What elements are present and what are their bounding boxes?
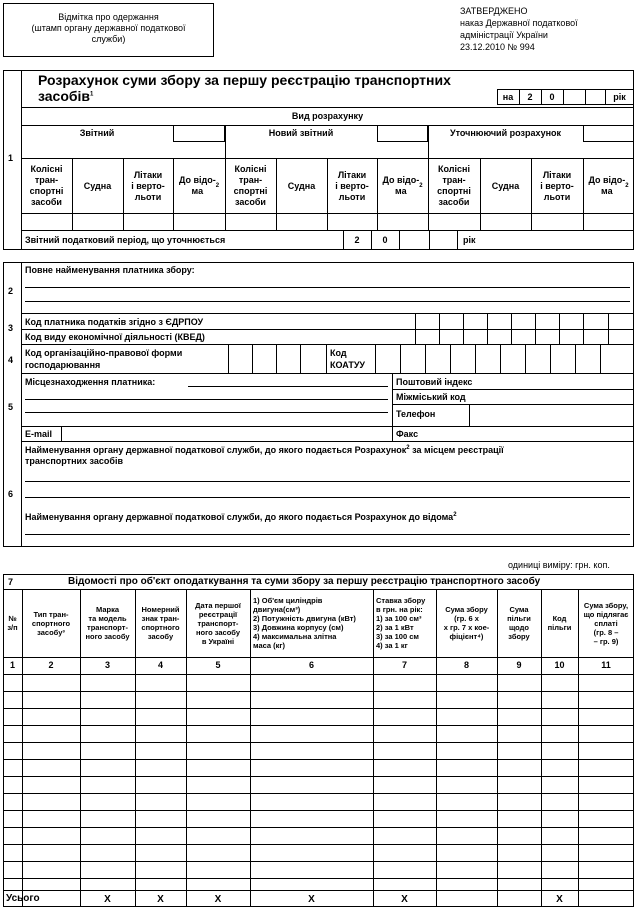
col-number-9: 9 bbox=[516, 660, 522, 670]
title-line-1: Розрахунок суми збору за першу реєстрацію транспортних bbox=[38, 72, 451, 88]
total-mark-col-7: X bbox=[401, 893, 408, 905]
col-number-1: 1 bbox=[9, 660, 15, 670]
g2-vehicles-header: Колісні тран- спортні засоби bbox=[233, 164, 268, 207]
col-header-11: Сума збору, що підлягає сплаті (гр. 8 – – гр. 9) bbox=[583, 600, 629, 646]
section-1-title bbox=[38, 72, 451, 104]
year-suffix: рік bbox=[613, 91, 626, 102]
period-digit-2: 0 bbox=[382, 234, 388, 245]
g1-vehicles-header: Колісні тран- спортні засоби bbox=[29, 164, 64, 207]
col-header-7: Ставка збору в грн. на рік: 1) за 100 см³ 2) за 1 кВт 3) за 100 см 4) за 1 кг bbox=[376, 596, 426, 650]
g1-aircraft-header: Літаки і верто- льоти bbox=[131, 169, 165, 202]
total-mark-col-10: X bbox=[556, 893, 563, 905]
total-mark-col-3: X bbox=[104, 893, 111, 905]
approval-line-4: 23.12.2010 № 994 bbox=[460, 42, 535, 52]
col-header-1: № з/п bbox=[7, 614, 18, 632]
col-header-3: Марка та модель транспорт- ного засобу bbox=[85, 605, 130, 641]
kopfg-label-2: господарювання bbox=[25, 360, 101, 370]
col-header-2: Тип тран- спортного засобу³ bbox=[31, 609, 71, 637]
col-number-10: 10 bbox=[554, 660, 565, 670]
total-label: Усього bbox=[6, 893, 40, 904]
col-number-6: 6 bbox=[308, 660, 314, 670]
kved-label: Код виду економічної діяльності (КВЕД) bbox=[25, 332, 205, 342]
g3-ships-header: Судна bbox=[491, 180, 520, 191]
edrpou-label: Код платника податків згідно з ЄДРПОУ bbox=[25, 317, 204, 327]
fax-label: Факс bbox=[396, 429, 419, 439]
section-3-number: 3 bbox=[8, 323, 14, 333]
title-line-2: засобів bbox=[38, 88, 91, 104]
intercity-code-label: Міжміський код bbox=[396, 392, 466, 402]
g3-info-header: До відо- ма 2 bbox=[588, 175, 629, 196]
approval-line-1: ЗАТВЕРДЖЕНО bbox=[460, 6, 528, 16]
col-number-11: 11 bbox=[601, 660, 611, 670]
g2-aircraft-header: Літаки і верто- льоти bbox=[335, 169, 369, 202]
period-suffix: рік bbox=[463, 235, 476, 245]
total-mark-col-5: X bbox=[214, 893, 222, 905]
g3-vehicles-header: Колісні тран- спортні засоби bbox=[437, 164, 471, 207]
koatuu-label-2: КОАТУУ bbox=[330, 360, 366, 370]
tax-office-registration-label: Найменування органу державної податкової служби, до якого подається Розрахунок$^2$ за місцем реєстрації транспортних засобів bbox=[25, 445, 504, 466]
email-label: E-mail bbox=[25, 429, 53, 439]
col-header-6: 1) Об'єм циліндрів двигуна(см³) 2) Потужність двигуна (кВт) 3) Довжина корпусу (см) 4) максимальна злітна маса (кг) bbox=[253, 596, 356, 650]
phone-label: Телефон bbox=[396, 409, 436, 419]
location-label: Місцезнаходження платника: bbox=[25, 377, 156, 387]
g1-info-header: До відо- ма 2 bbox=[178, 175, 220, 196]
g3-aircraft-header: Літаки і верто- льоти bbox=[540, 169, 574, 202]
year-prefix: на bbox=[502, 91, 514, 102]
calc-type-label: Вид розрахунку bbox=[291, 110, 364, 121]
col-header-4: Номерний знак тран- спортного засобу bbox=[141, 605, 180, 641]
title-sup: 1 bbox=[90, 91, 94, 98]
koatuu-label-1: Код bbox=[330, 348, 347, 358]
kopfg-label-1: Код організаційно-правової форми bbox=[25, 348, 183, 358]
g2-ships-header: Судна bbox=[287, 180, 316, 191]
col-header-9: Сума пільги щодо збору bbox=[507, 605, 531, 641]
section-4-number: 4 bbox=[8, 355, 14, 365]
col-header-10: Код пільги bbox=[547, 614, 572, 632]
col-header-8: Сума збору (гр. 6 х х гр. 7 х кое- фіцієнт⁴) bbox=[443, 605, 490, 641]
total-mark-col-4: X bbox=[157, 893, 164, 905]
col-number-5: 5 bbox=[215, 660, 221, 670]
year-digit-1: 2 bbox=[527, 91, 533, 102]
col-number-4: 4 bbox=[157, 660, 163, 670]
units-label: одиниці виміру: грн. коп. bbox=[508, 560, 610, 570]
period-label: Звітний податковий період, що уточнюється bbox=[25, 235, 226, 245]
g1-ships-header: Судна bbox=[83, 180, 112, 191]
section-2-number: 2 bbox=[8, 286, 14, 296]
postal-code-label: Поштовий індекс bbox=[396, 377, 473, 387]
tax-office-info-label: Найменування органу державної податкової служби, до якого подається Розрахунок до відома$^2$ bbox=[25, 512, 457, 522]
section-7-title: Відомості про об'єкт оподаткування та суми збору за першу реєстрацію транспортного засобу bbox=[68, 576, 541, 587]
year-digit-2: 0 bbox=[549, 91, 555, 102]
col-header-5: Дата першої реєстрації транспорт- ного засобу в Україні bbox=[195, 600, 241, 646]
type-reporting: Звітний bbox=[79, 128, 115, 138]
section-1-number: 1 bbox=[8, 153, 14, 163]
col-number-3: 3 bbox=[104, 660, 110, 670]
type-new-reporting: Новий звітний bbox=[268, 128, 334, 138]
period-digit-1: 2 bbox=[354, 234, 360, 245]
payer-full-name-label: Повне найменування платника збору: bbox=[25, 265, 195, 275]
col-number-2: 2 bbox=[48, 660, 54, 670]
section-6-number: 6 bbox=[8, 489, 14, 499]
col-number-7: 7 bbox=[401, 660, 407, 670]
section-7-number: 7 bbox=[8, 577, 14, 587]
type-clarifying: Уточнюючий розрахунок bbox=[449, 128, 562, 138]
approval-line-2: наказ Державної податкової bbox=[460, 18, 578, 28]
total-mark-col-6: X bbox=[308, 893, 315, 905]
receipt-stamp-text: Відмітка про одержання (штамп органу державної податкової служби) bbox=[31, 12, 186, 44]
section-5-number: 5 bbox=[8, 402, 14, 412]
approval-line-3: адміністрації України bbox=[460, 30, 548, 40]
g2-info-header: До відо- ма 2 bbox=[382, 175, 423, 196]
col-number-8: 8 bbox=[463, 660, 469, 670]
